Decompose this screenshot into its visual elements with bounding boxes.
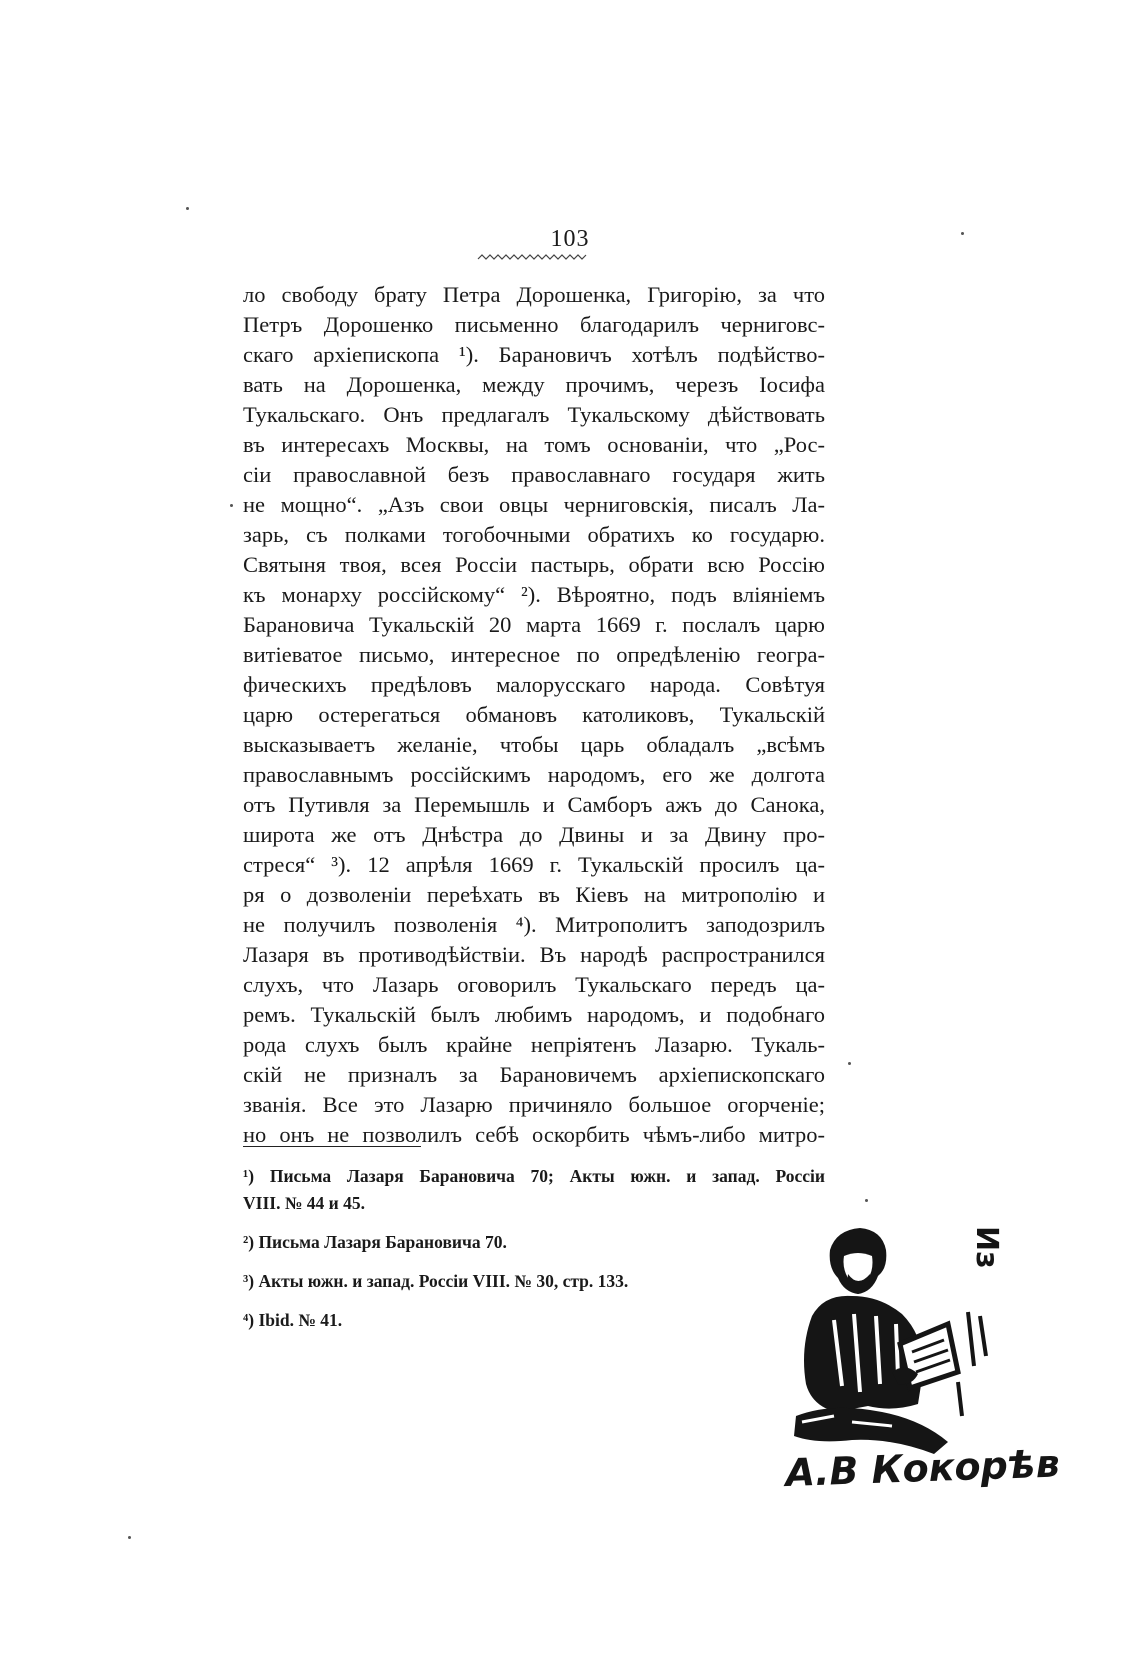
body-line: фическихъ предѣловъ малорусскаго народа. Совѣтуя: [243, 672, 825, 697]
body-line: зарь, съ полками тогобочными обратихъ ко государю.: [243, 522, 825, 547]
page-number: 103: [550, 226, 590, 252]
body-line: Лазаря въ противодѣйствіи. Въ народѣ распространился: [243, 942, 825, 967]
body-line: къ монарху россійскому“ ²). Вѣроятно, подъ вліяніемъ: [243, 582, 825, 607]
footnote-4: ⁴) Ibid. № 41.: [243, 1310, 343, 1330]
body-line: ло свободу брату Петра Дорошенка, Григорію, за что: [243, 282, 825, 307]
footnote-3: ³) Акты южн. и запад. Россіи VIII. № 30, стр. 133.: [243, 1271, 629, 1291]
body-line: сіи православной безъ православнаго государя жить: [243, 462, 825, 487]
footnote-divider: [243, 1146, 421, 1147]
body-line: званія. Все это Лазарю причиняло большое огорченіе;: [243, 1092, 825, 1117]
footnotes: [243, 1163, 825, 1334]
body-line: отъ Путивля за Перемышль и Самборъ ажъ до Санока,: [243, 792, 825, 817]
body-line: Барановича Тукальскій 20 марта 1669 г. послалъ царю: [243, 612, 825, 637]
scan-speck: [128, 1536, 131, 1539]
scan-speck: [230, 504, 233, 507]
scan-speck: [848, 1062, 851, 1065]
ownership-stamp: [772, 1216, 1061, 1506]
body-line: царю остерегаться обмановъ католиковъ, Тукальскій: [243, 702, 825, 727]
body-line: вать на Дорошенка, между прочимъ, черезъ Іосифа: [243, 372, 825, 397]
body-line: скій не призналъ за Барановичемъ архіепископскаго: [243, 1062, 825, 1087]
scan-speck: [961, 232, 964, 235]
scan-speck: [186, 207, 189, 210]
body-text: [243, 280, 825, 1150]
body-line: въ интересахъ Москвы, на томъ основаніи, что „Рос-: [243, 432, 825, 457]
stamp-vertical-text: Из: [969, 1226, 1004, 1269]
body-line: ря о дозволеніи переѣхать въ Кіевъ на митрополію и: [243, 882, 825, 907]
body-line: Петръ Дорошенко письменно благодарилъ черниговс-: [243, 312, 825, 337]
footnote-2: ²) Письма Лазаря Барановича 70.: [243, 1232, 507, 1252]
stamp-signature: А.В Кокорѣв: [784, 1441, 1061, 1495]
body-line: стреся“ ³). 12 апрѣля 1669 г. Тукальскій просилъ ца-: [243, 852, 825, 877]
body-line: скаго архіепископа ¹). Барановичъ хотѣлъ подѣйство-: [243, 342, 825, 367]
body-line: витіеватое письмо, интересное по опредѣленію геогра-: [243, 642, 825, 667]
body-line: широта же отъ Днѣстра до Двины и за Двину про-: [243, 822, 825, 847]
body-line: рода слухъ былъ крайне непріятенъ Лазарю. Тукаль-: [243, 1032, 825, 1057]
scan-speck: [865, 1199, 868, 1202]
body-line: православнымъ россійскимъ народомъ, его же долгота: [243, 762, 825, 787]
footnote-1-line-2: VIII. № 44 и 45.: [243, 1193, 365, 1213]
body-line: Тукальскаго. Онъ предлагалъ Тукальскому дѣйствовать: [243, 402, 825, 427]
body-line: не мощно“. „Азъ свои овцы черниговскія, писалъ Ла-: [243, 492, 825, 517]
body-line: слухъ, что Лазарь оговорилъ Тукальскаго передъ ца-: [243, 972, 825, 997]
body-line: ремъ. Тукальскій былъ любимъ народомъ, и подобнаго: [243, 1002, 825, 1027]
footnote-1-line-1: ¹) Письма Лазаря Барановича 70; Акты южн. и запад. Россіи: [243, 1166, 825, 1186]
body-line: высказываетъ желаніе, чтобы царь обладалъ „всѣмъ: [243, 732, 825, 757]
body-line: не получилъ позволенія ⁴). Митрополитъ заподозрилъ: [243, 912, 825, 937]
body-line: но онъ не позволилъ себѣ оскорбить чѣмъ-либо митро-: [243, 1122, 825, 1147]
page-number-ornament: [478, 252, 588, 262]
body-line: Святыня твоя, всея Россіи пастырь, обрати всю Россію: [243, 552, 825, 577]
